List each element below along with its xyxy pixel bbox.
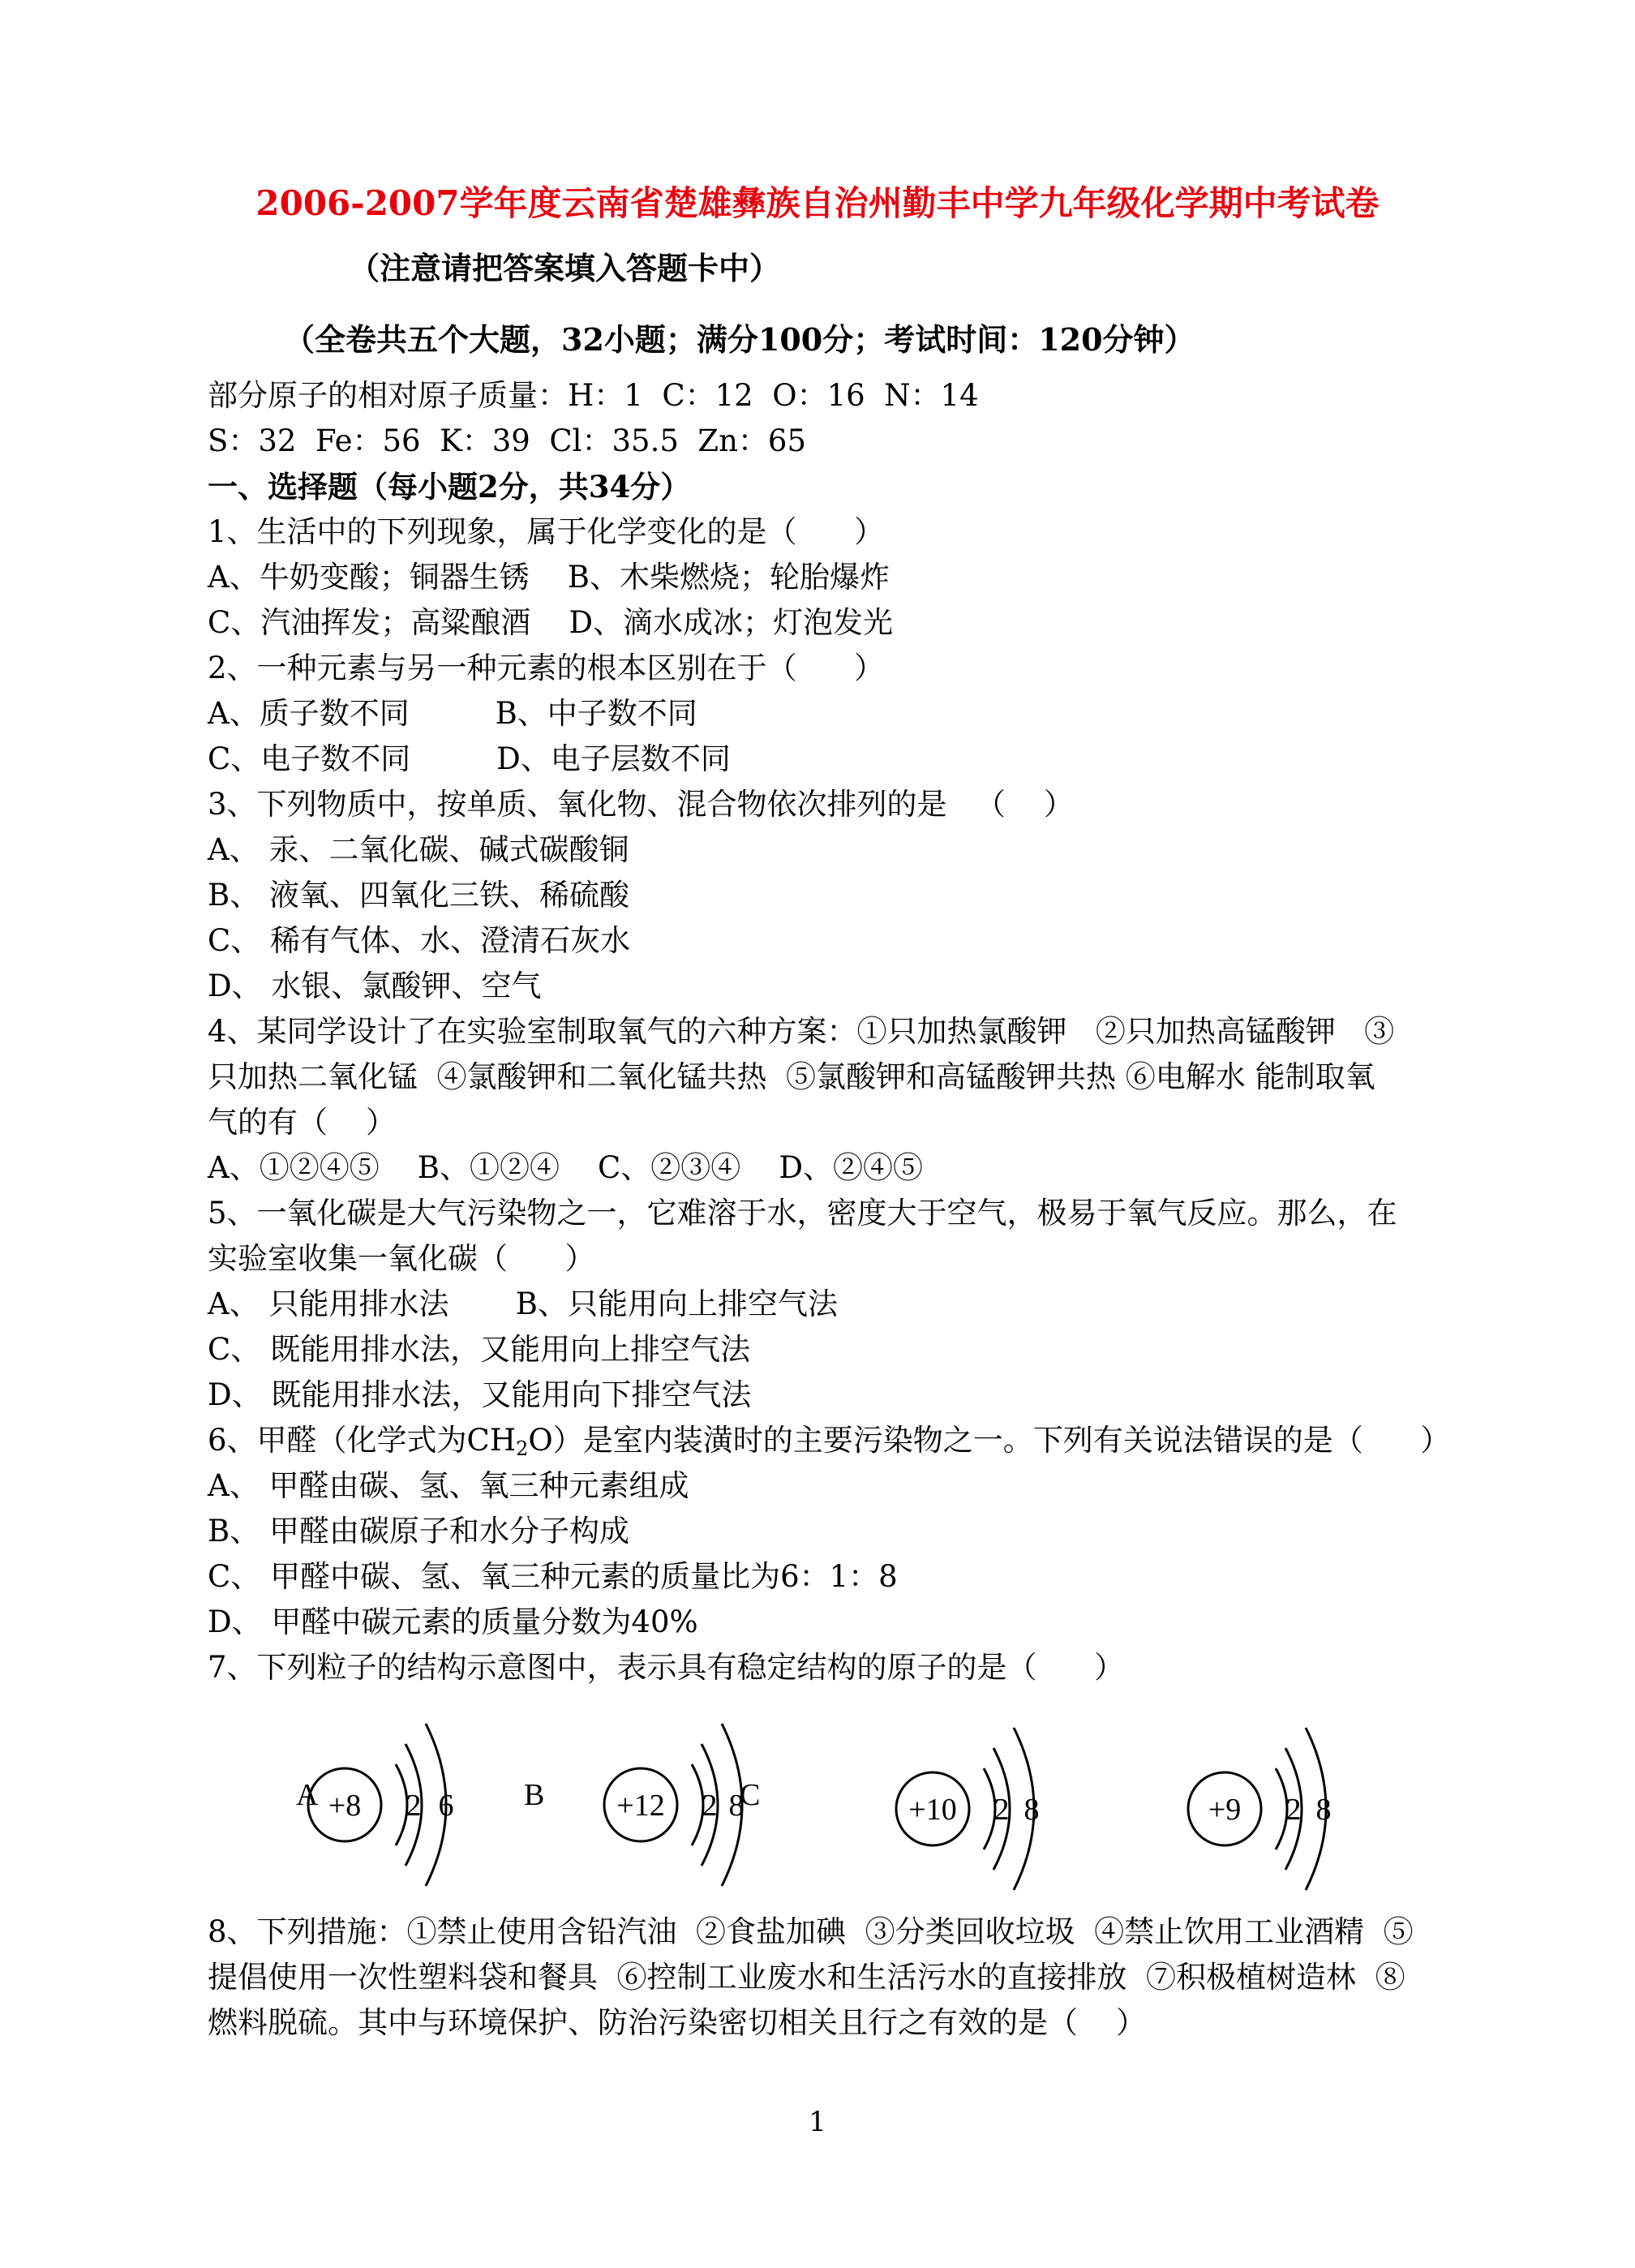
shell1-count-3: 2: [993, 1793, 1010, 1827]
shell1-count-1: 2: [406, 1789, 422, 1823]
question-2-options-cd: C、电子数不同 D、电子层数不同: [208, 741, 731, 776]
nucleus-charge-2: +12: [616, 1789, 665, 1823]
question-6-text-pre: 6、甲醛（化学式为CH: [208, 1423, 517, 1458]
shell2-count-1: 6: [438, 1789, 454, 1823]
question-6-subscript: 2: [516, 1437, 529, 1460]
question-8-line-3: 燃料脱硫。其中与环境保护、防治污染密切相关且行之有效的是（ ）: [208, 2005, 1147, 2040]
question-4-line-1: 4、某同学设计了在实验室制取氧气的六种方案：①只加热氯酸钾 ②只加热高锰酸钾 ③: [208, 1014, 1395, 1049]
question-1: 1、生活中的下列现象，属于化学变化的是（ ）: [208, 514, 885, 549]
shell1-count-4: 2: [1285, 1793, 1302, 1827]
exam-title: 2006-2007学年度云南省楚雄彝族自治州勤丰中学九年级化学期中考试卷: [255, 183, 1380, 223]
question-2: 2、一种元素与另一种元素的根本区别在于（ ）: [208, 651, 885, 685]
answer-note: （注意请把答案填入答题卡中）: [349, 250, 781, 286]
question-5-option-c: C、 既能用排水法，又能用向上排空气法: [208, 1332, 751, 1367]
question-1-options-cd: C、汽油挥发；高粱酿酒 D、滴水成冰；灯泡发光: [208, 605, 894, 640]
question-2-options-ab: A、质子数不同 B、中子数不同: [208, 696, 697, 731]
section-heading-choice: 一、选择题（每小题2分，共34分）: [208, 469, 691, 505]
question-3-option-a: A、 汞、二氧化碳、碱式碳酸铜: [208, 832, 629, 867]
diagram-label-a: A: [296, 1778, 319, 1812]
question-5-option-d: D、 既能用排水法，又能用向下排空气法: [208, 1377, 752, 1412]
question-7: 7、下列粒子的结构示意图中，表示具有稳定结构的原子的是（ ）: [208, 1650, 1125, 1685]
question-5-line-2: 实验室收集一氧化碳（ ）: [208, 1241, 595, 1276]
question-6-option-c: C、 甲醛中碳、氢、氧三种元素的质量比为6：1：8: [208, 1559, 898, 1594]
nucleus-charge-4: +9: [1208, 1793, 1242, 1827]
question-6-option-d: D、 甲醛中碳元素的质量分数为40%: [208, 1604, 698, 1639]
question-3-option-b: B、 液氧、四氧化三铁、稀硫酸: [208, 878, 629, 913]
page-number: 1: [809, 2106, 826, 2138]
question-4-line-3: 气的有（ ）: [208, 1105, 397, 1140]
nucleus-charge-1: +8: [328, 1789, 362, 1823]
question-1-options-ab: A、牛奶变酸；铜器生锈 B、木柴燃烧；轮胎爆炸: [208, 560, 890, 595]
question-8-line-2: 提倡使用一次性塑料袋和餐具 ⑥控制工业废水和生活污水的直接排放 ⑦积极植树造林 ⑧: [208, 1960, 1405, 1995]
shell2-count-3: 8: [1023, 1793, 1040, 1827]
shell2-count-4: 8: [1315, 1793, 1332, 1827]
question-5-line-1: 5、一氧化碳是大气污染物之一，它难溶于水，密度大于空气，极易于氧气反应。那么，在: [208, 1196, 1397, 1231]
atomic-mass-line-1: 部分原子的相对原子质量：H：1 C：12 O：16 N：14: [208, 378, 979, 413]
shell2-count-2: 8: [728, 1789, 745, 1823]
diagram-label-c: C: [740, 1778, 761, 1812]
question-3: 3、下列物质中，按单质、氧化物、混合物依次排列的是 （ ）: [208, 787, 1074, 822]
shell1-count-2: 2: [702, 1789, 718, 1823]
question-3-option-c: C、 稀有气体、水、澄清石灰水: [208, 923, 631, 958]
nucleus-charge-3: +10: [908, 1793, 957, 1827]
question-4-options: A、①②④⑤ B、①②④ C、②③④ D、②④⑤: [208, 1150, 924, 1185]
question-3-option-d: D、 水银、氯酸钾、空气: [208, 969, 542, 1003]
question-4-line-2: 只加热二氧化锰 ④氯酸钾和二氧化锰共热 ⑤氯酸钾和高锰酸钾共热 ⑥电解水 能制取氧: [208, 1059, 1375, 1094]
question-6-option-a: A、 甲醛由碳、氢、氧三种元素组成: [208, 1468, 689, 1503]
question-8-line-1: 8、下列措施：①禁止使用含铅汽油 ②食盐加碘 ③分类回收垃圾 ④禁止饮用工业酒精 ⑤: [208, 1914, 1414, 1949]
question-6-option-b: B、 甲醛由碳原子和水分子构成: [208, 1514, 629, 1549]
diagram-label-b: B: [524, 1778, 545, 1812]
exam-info: （全卷共五个大题，32小题；满分100分；考试时间：120分钟）: [284, 321, 1195, 358]
question-6-text-post: O）是室内装潢时的主要污染物之一。下列有关说法错误的是（ ）: [528, 1423, 1451, 1458]
atomic-mass-line-2: S：32 Fe：56 K：39 Cl：35.5 Zn：65: [208, 423, 807, 458]
question-5-options-ab: A、 只能用排水法 B、只能用向上排空气法: [208, 1286, 838, 1321]
atom-structure-diagrams: [276, 1687, 1460, 1898]
